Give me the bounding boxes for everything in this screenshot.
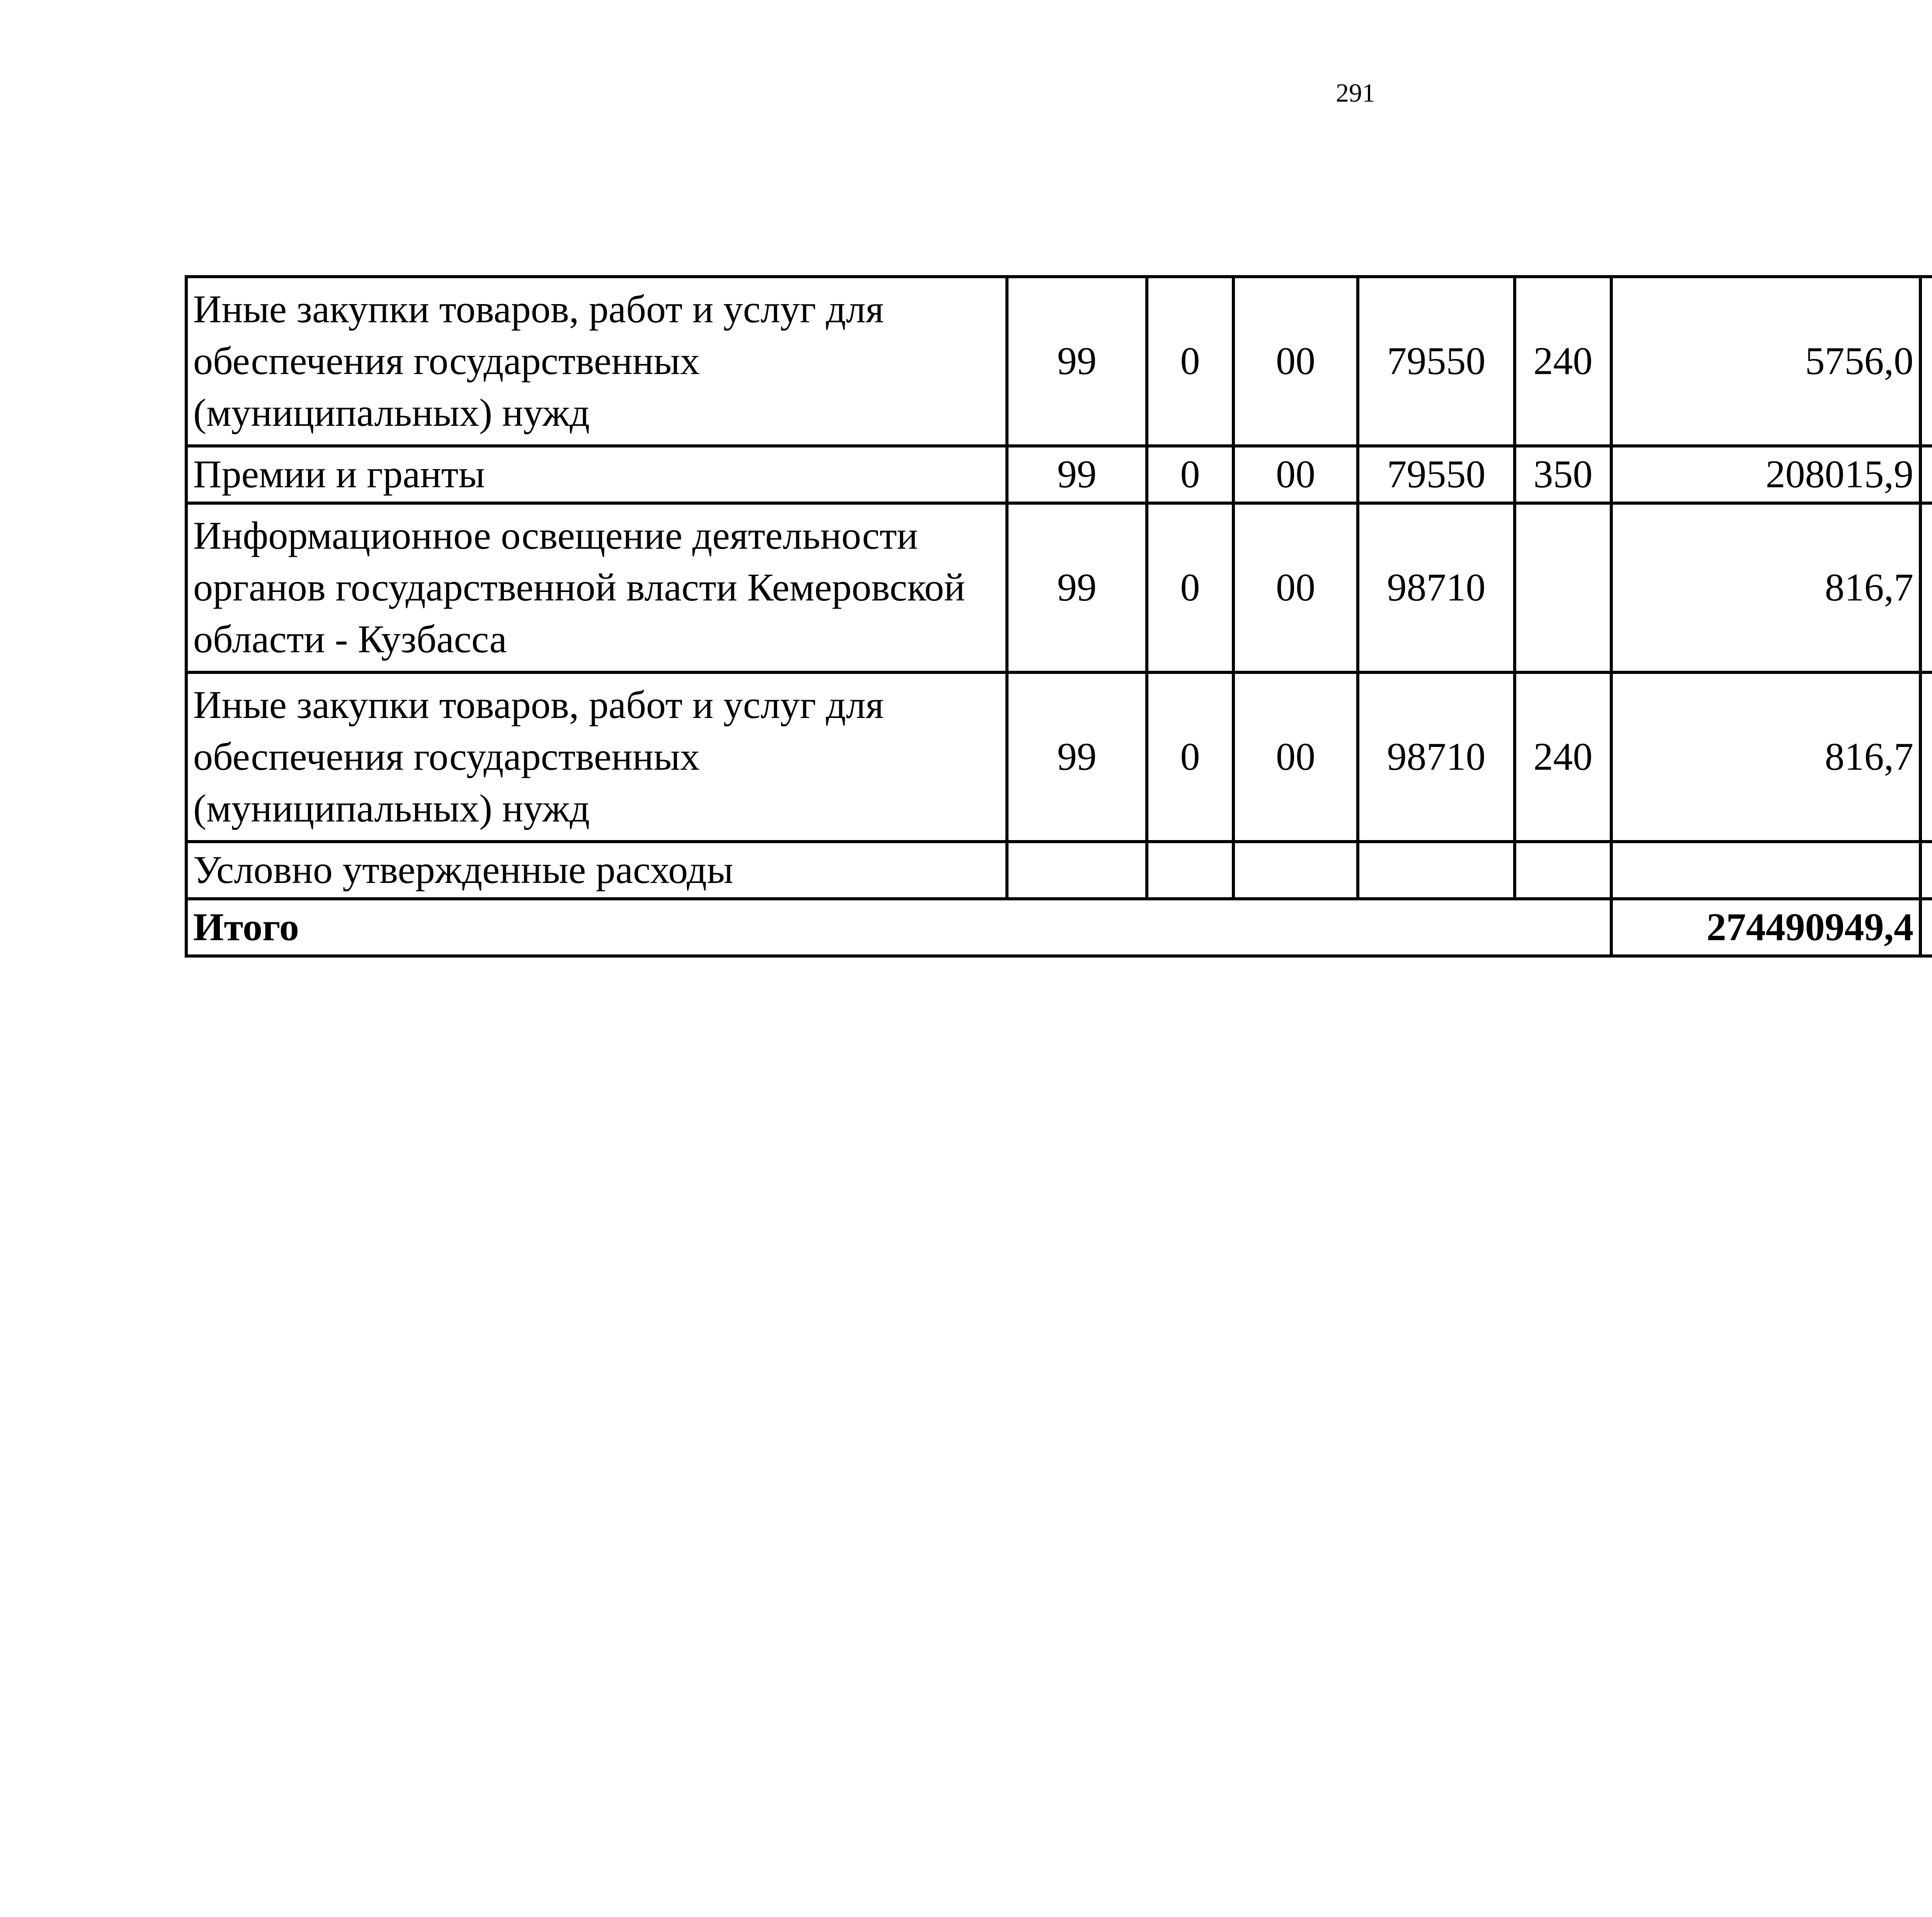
code-cell: 240 xyxy=(1515,277,1611,446)
amount-cell: 208015,9 xyxy=(1611,446,1920,503)
amount-cell xyxy=(1920,503,1932,672)
total-row xyxy=(186,899,1932,956)
table-row xyxy=(186,503,1932,672)
code-cell: 00 xyxy=(1233,446,1358,503)
row-name-cell: Условно утвержденные расходы xyxy=(186,842,1007,899)
code-cell: 99 xyxy=(1007,277,1147,446)
code-cell: 0 xyxy=(1147,277,1233,446)
code-cell: 0 xyxy=(1147,446,1233,503)
code-cell: 00 xyxy=(1233,672,1358,842)
code-cell: 00 xyxy=(1233,277,1358,446)
table-row xyxy=(186,842,1932,899)
table-row xyxy=(186,672,1932,842)
budget-table xyxy=(185,275,1932,958)
code-cell xyxy=(1358,842,1515,899)
code-cell: 99 xyxy=(1007,446,1147,503)
row-name-cell: Иные закупки товаров, работ и услуг для обеспечения государственных (муниципальных) нужд xyxy=(186,277,1007,446)
amount-cell: 816,7 xyxy=(1611,503,1920,672)
amount-cell xyxy=(1920,672,1932,842)
code-cell xyxy=(1147,842,1233,899)
row-name-cell: Иные закупки товаров, работ и услуг для обеспечения государственных (муниципальных) нужд xyxy=(186,672,1007,842)
table-row xyxy=(186,277,1932,446)
code-cell xyxy=(1007,842,1147,899)
code-cell: 350 xyxy=(1515,446,1611,503)
code-cell: 99 xyxy=(1007,672,1147,842)
total-label: Итого xyxy=(186,899,1611,956)
amount-cell xyxy=(1920,277,1932,446)
code-cell: 98710 xyxy=(1358,672,1515,842)
code-cell: 98710 xyxy=(1358,503,1515,672)
code-cell: 79550 xyxy=(1358,446,1515,503)
code-cell xyxy=(1515,503,1611,672)
row-name-cell: Премии и гранты xyxy=(186,446,1007,503)
code-cell: 0 xyxy=(1147,503,1233,672)
code-cell: 0 xyxy=(1147,672,1233,842)
total-amount-cell: 274490949,4 xyxy=(1611,899,1920,956)
code-cell xyxy=(1515,842,1611,899)
amount-cell xyxy=(1611,842,1920,899)
amount-cell: 5756,0 xyxy=(1611,277,1920,446)
table-row xyxy=(186,446,1932,503)
code-cell: 99 xyxy=(1007,503,1147,672)
code-cell xyxy=(1233,842,1358,899)
amount-cell: 816,7 xyxy=(1611,672,1920,842)
code-cell: 00 xyxy=(1233,503,1358,672)
total-amount-cell xyxy=(1920,899,1932,956)
amount-cell xyxy=(1920,446,1932,503)
row-name-cell: Информационное освещение деятельности органов государственной власти Кемеровской области - Кузбасса xyxy=(186,503,1007,672)
page-number: 291 xyxy=(1336,78,1375,107)
amount-cell xyxy=(1920,842,1932,899)
code-cell: 79550 xyxy=(1358,277,1515,446)
code-cell: 240 xyxy=(1515,672,1611,842)
